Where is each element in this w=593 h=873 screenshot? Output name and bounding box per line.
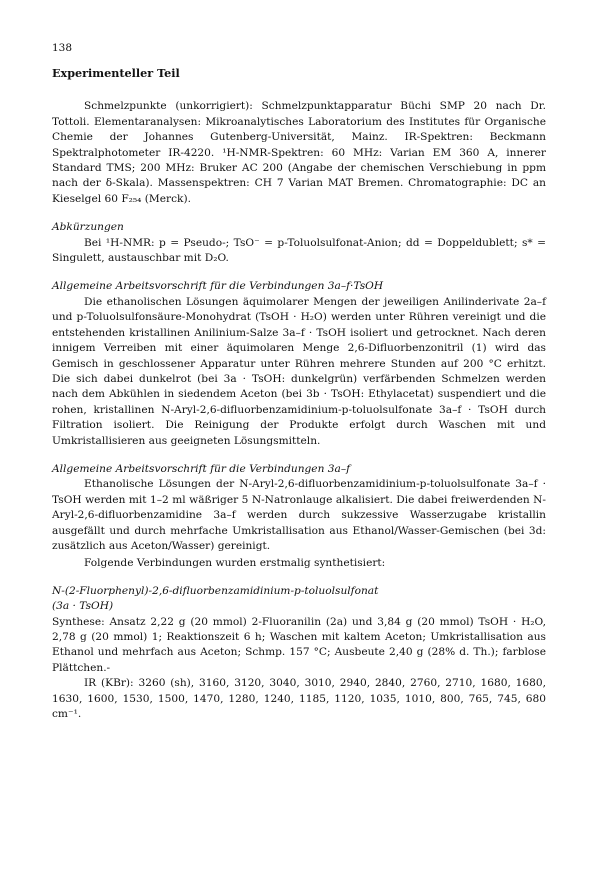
methods-paragraph: Schmelzpunkte (unkorrigiert): Schmelzpunktapparatur Büchi SMP 20 nach Dr. Tottoli. Elementaranalysen: Mikroanalytisches Laboratorium des Institutes für Organische Chemie der Johannes Gutenberg-Universität, Mainz. IR-Spektren: Beckmann Spektralphotometer IR-4220. ¹H-NMR-Spektren: 60 MHz: Varian EM 360 A, innerer Standard TMS; 200 MHz: Bruker AC 200 (Angabe der chemischen Verschiebung in ppm nach der δ-Skala). Massenspektren: CH 7 Varian MAT Bremen. Chromatographie: DC an Kieselgel 60 F₂₅₄ (Merck).: [52, 100, 546, 205]
synthesis-paragraph: Synthese: Ansatz 2,22 g (20 mmol) 2-Fluoranilin (2a) und 3,84 g (20 mmol) TsOH · H₂O, 2,78 g (20 mmol) 1; Reaktionszeit 6 h; Waschen mit kaltem Aceton; Umkristallisation aus Ethanol und mehrfach aus Aceton; Schmp. 157 °C; Ausbeute 2,40 g (28% d. Th.); farblose Plättchen.-: [52, 615, 546, 674]
ir-paragraph: IR (KBr): 3260 (sh), 3160, 3120, 3040, 3010, 2940, 2840, 2760, 2710, 1680, 1680, 1630, 1600, 1530, 1500, 1470, 1280, 1240, 1185, 1120, 1035, 1010, 800, 765, 745, 680 cm⁻¹.: [52, 677, 546, 721]
procedure-2-paragraph: Ethanolische Lösungen der N-Aryl-2,6-difluorbenzamidinium-p-toluolsulfonate 3a–f · TsOH werden mit 1–2 ml wäßriger 5 N-Natronlauge alkalisiert. Die dabei freiwerdenden N-Aryl-2,6-difluorbenzamidine 3a–f werden durch sukzessive Wasserzugabe kristallin ausgefällt und durch mehrfache Umkristallisation aus Ethanol/Wasser-Gemischen (bei 3d: zusätzlich aus Aceton/Wasser) gereinigt.: [52, 478, 546, 552]
abbreviations-paragraph: Bei ¹H-NMR: p = Pseudo-; TsO⁻ = p-Toluolsulfonat-Anion; dd = Doppeldublett; s* = Singulett, austauschbar mit D₂O.: [52, 236, 546, 265]
followup-sentence: Folgende Verbindungen wurden erstmalig synthetisiert:: [84, 557, 386, 570]
compound-label: (3a · TsOH): [52, 600, 114, 613]
page-content: [52, 66, 546, 722]
procedure-2-title: Allgemeine Arbeitsvorschrift für die Verbindungen 3a–f: [52, 462, 351, 475]
procedure-1-paragraph: Die ethanolischen Lösungen äquimolarer Mengen der jeweiligen Anilinderivate 2a–f und p-Toluolsulfonsäure-Monohydrat (TsOH · H₂O) werden unter Rühren vereinigt und die entstehenden kristallinen Anilinium-Salze 3a–f · TsOH isoliert und getrocknet. Nach deren innigem Verreiben mit einer äquimolaren Menge 2,6-Difluorbenzonitril (1) wird das Gemisch in geschlossener Apparatur unter Rühren mehrere Stunden auf 200 °C erhitzt. Die sich dabei dunkelrot (bei 3a · TsOH: dunkelgrün) verfärbenden Schmelzen werden nach dem Abkühlen in siedendem Aceton (bei 3b · TsOH: Ethylacetat) suspendiert und die rohen, kristallinen N-Aryl-2,6-difluorbenzamidinium-p-toluolsulfonate 3a–f · TsOH durch Filtration isoliert. Die Reinigung der Produkte erfolgt durch Waschen mit und Umkristallisieren aus geeigneten Lösungsmitteln.: [52, 295, 546, 447]
abbreviations-title: Abkürzungen: [52, 221, 124, 234]
procedure-1-title: Allgemeine Arbeitsvorschrift für die Verbindungen 3a–f·TsOH: [52, 280, 384, 293]
page-number: 138: [52, 42, 73, 54]
section-heading: Experimenteller Teil: [52, 66, 180, 80]
compound-title: N-(2-Fluorphenyl)-2,6-difluorbenzamidinium-p-toluolsulfonat: [52, 584, 379, 597]
